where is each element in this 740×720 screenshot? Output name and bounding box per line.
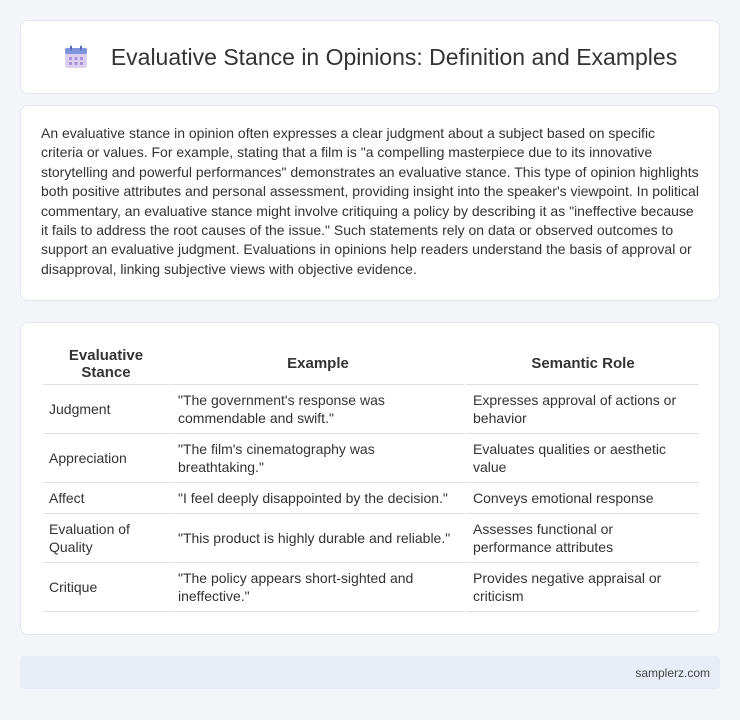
table-header-row bbox=[43, 343, 699, 385]
calendar-grid-icon bbox=[63, 44, 89, 70]
table-row bbox=[43, 434, 699, 483]
header-card bbox=[20, 20, 720, 94]
cell-stance: Critique bbox=[43, 563, 169, 612]
intro-card bbox=[20, 105, 720, 301]
cell-example: "This product is highly durable and reliable." bbox=[169, 514, 464, 563]
table-row bbox=[43, 563, 699, 612]
cell-semantic-role: Provides negative appraisal or criticism bbox=[464, 563, 699, 612]
table-row bbox=[43, 483, 699, 514]
column-header-stance: Evaluative Stance bbox=[43, 343, 169, 385]
cell-semantic-role: Evaluates qualities or aesthetic value bbox=[464, 434, 699, 483]
footer bbox=[20, 656, 720, 689]
cell-stance: Affect bbox=[43, 483, 169, 514]
stance-table bbox=[43, 343, 699, 612]
footer-site-link[interactable]: samplerz.com bbox=[635, 665, 710, 680]
table-card bbox=[20, 322, 720, 635]
page-title: Evaluative Stance in Opinions: Definition and Examples bbox=[110, 43, 678, 70]
table-row bbox=[43, 514, 699, 563]
cell-example: "The film's cinematography was breathtaking." bbox=[169, 434, 464, 483]
intro-paragraph: An evaluative stance in opinion often expresses a clear judgment about a subject based on specific criteria or values. For example, stating that a film is "a compelling masterpiece due to its innovative storytelling and powerful performances" demonstrates an evaluative stance. This type of opinion highlights both positive attributes and personal assessment, providing insight into the speaker's viewpoint. In political commentary, an evaluative stance might involve critiquing a policy by describing it as "ineffective because it fails to address the root causes of the issue." Such statements rely on data or observed outcomes to support an evaluative judgment. Evaluations in opinions help readers understand the basis of approval or disapproval, linking subjective views with objective evidence. bbox=[41, 125, 699, 277]
cell-example: "The government's response was commendable and swift." bbox=[169, 385, 464, 434]
table-row bbox=[43, 385, 699, 434]
cell-example: "The policy appears short-sighted and ineffective." bbox=[169, 563, 464, 612]
cell-example: "I feel deeply disappointed by the decision." bbox=[169, 483, 464, 514]
cell-stance: Judgment bbox=[43, 385, 169, 434]
column-header-semantic-role: Semantic Role bbox=[464, 343, 699, 385]
cell-semantic-role: Expresses approval of actions or behavior bbox=[464, 385, 699, 434]
cell-semantic-role: Conveys emotional response bbox=[464, 483, 699, 514]
cell-semantic-role: Assesses functional or performance attributes bbox=[464, 514, 699, 563]
cell-stance: Evaluation of Quality bbox=[43, 514, 169, 563]
column-header-example: Example bbox=[169, 343, 464, 385]
cell-stance: Appreciation bbox=[43, 434, 169, 483]
